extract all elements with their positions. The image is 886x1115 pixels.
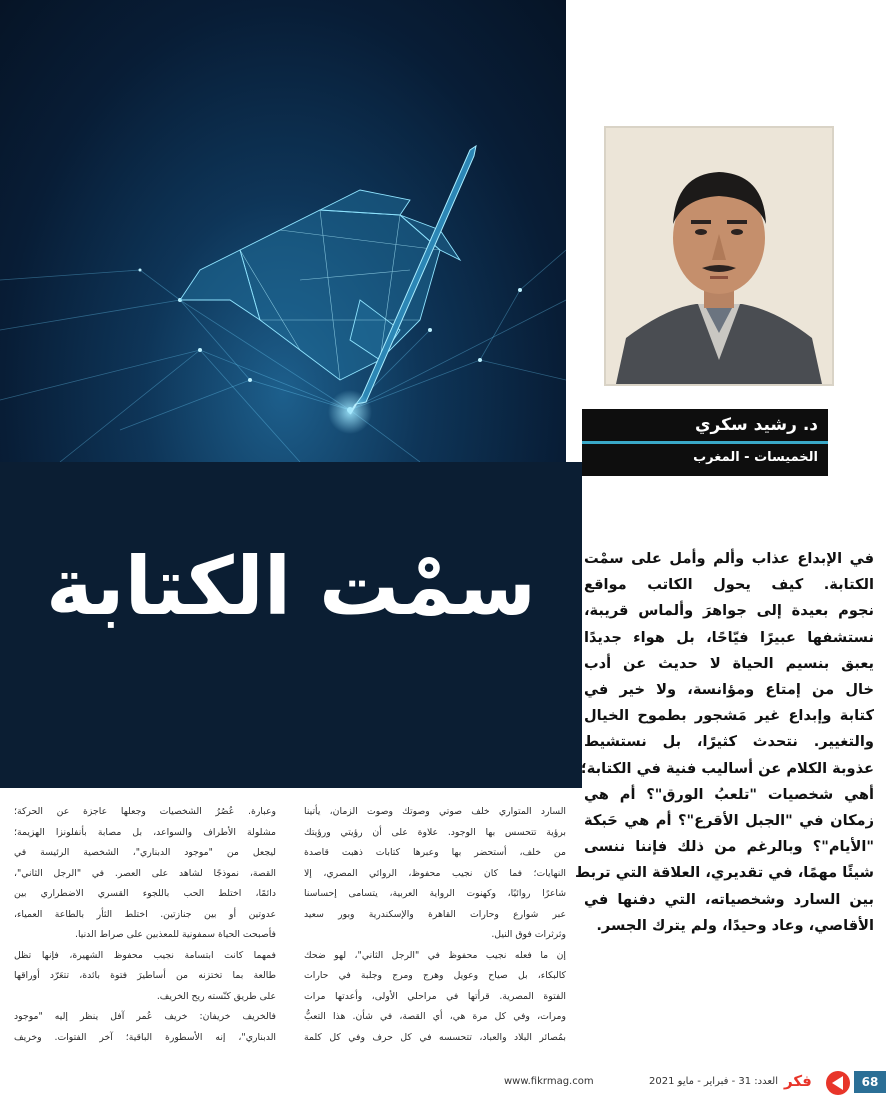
body-line: فالخريف خريفان: خريف عُمر آفل ينظر إليه "موجود (14, 1011, 276, 1022)
intro-line: نستشفها عبيرًا فيّاحًا، بل هواء جديدًا (584, 628, 874, 646)
body-line: وثرثرات فوق النيل. (491, 929, 566, 940)
intro-line: بين السارد وشخصياته، التي دفنها في (584, 890, 874, 908)
body-column-left (14, 802, 276, 1048)
intro-line: عذوبة الكلام عن أساليب فنية في الكتابة؛ (580, 759, 874, 777)
body-paragraph (14, 802, 276, 946)
body-paragraph (304, 946, 566, 1049)
body-paragraph (14, 1007, 276, 1048)
body-line: فمهما كانت ابتسامة نجيب محفوظ الشهيرة، فإنها تظل (14, 949, 276, 961)
body-line: شاعرًا روائيًا، وكهنوت الرواية العربية، يتسامى إحساسنا (304, 888, 566, 899)
intro-line: الأقاصي، وعاد وحيدًا، ولم يترك الجسر. (596, 916, 874, 934)
intro-line: أهي شخصيات "تلعبُ الورق"؟ أم هي (584, 785, 874, 803)
body-line: مشلولة الأطراف والسواعد، بل مصابة بأنفلونزا الهزيمة؛ (14, 826, 276, 838)
intro-line: كتابة وإبداع غير مَشجور بطموح الخيال (584, 707, 874, 725)
author-location: الخميسات - المغرب (693, 450, 818, 465)
author-name: د. رشيد سكري (694, 415, 818, 435)
hero-illustration (0, 0, 566, 462)
body-line: برؤية تتحسس بها الوجود. علاوة على أن رؤيتي ورؤيتك (304, 826, 566, 838)
body-line: ومرات، وفي كل مرة هي، أي القصة، في شأن. هذا التعبُّ (304, 1011, 566, 1022)
body-line: على طريق كنّسته ريح الخريف. (156, 990, 276, 1002)
intro-paragraph (575, 546, 874, 939)
body-line: كالبكاء، بل صياح وعويل وهرج ومرج وجلبة في حارات (304, 970, 566, 981)
body-line: وعبارة. عُصُرُ الشخصيات وجعلها عاجزة عن الحركة؛ (14, 806, 276, 817)
article-title: سمْت الكتابة (45, 540, 537, 633)
body-line: دائمًا، اختلط الحب باللجوء القسري الاضطراري بين (14, 888, 276, 899)
intro-line: زمكان في "الجبل الأقرع"؟ أم هي حَبكة (584, 812, 874, 830)
intro-line: "الأيام"؟ وبالرغم من ذلك فإننا ننسى (584, 838, 874, 856)
author-portrait (604, 126, 834, 386)
body-column-right (304, 802, 566, 1048)
body-line: إن ما فعله نجيب محفوظ في "الرجل الثاني"، لهو ضحك (304, 949, 566, 961)
body-line: الدبناري"، إنه الأسطورة الباقية؛ آخر الفتوات. وخريف (14, 1031, 276, 1043)
body-line: فأصبحت الحياة سمفونية للمعذبين على صراط الدنيا. (75, 929, 276, 940)
intro-line: يعبق بنسيم الحياة لا حديث عن أدب (584, 654, 874, 672)
intro-line: والتغيير. نتحدث كثيرًا، بل نستشيط (584, 733, 874, 751)
body-line: من خلف، أستحضر بها وعبرها كتابات ذهبت قاصدة (304, 847, 566, 858)
body-line: الفتوة المصرية. قرأتها في مراحلي الأولى، وأعدتها مرات (304, 990, 566, 1002)
intro-line: شيئًا مهمًا، في تقديري، العلاقة التي تربط (575, 864, 874, 882)
body-line: عدوتين أو بين جنازتين. اختلط الثأر بالطاعة العمياء، (14, 908, 276, 920)
intro-line: خال من إمتاع ومؤانسة، ولا خير في (584, 681, 874, 699)
body-line: بمُصائر البلاد والعباد، تتحسسه في كل حرف وفي كل كلمة (304, 1031, 566, 1043)
body-line: عبر شوارع وحارات القاهرة والإسكندرية وبور سعيد (304, 908, 566, 920)
body-line: ليجعل من "موجود الدبناري"، الشخصية الرئيسة في (14, 847, 276, 858)
author-divider (582, 441, 828, 444)
author-photo-illustration (606, 128, 832, 384)
magazine-name: فكر (784, 1072, 812, 1090)
body-paragraph (14, 946, 276, 1008)
digital-hand-writing-illustration (0, 0, 566, 462)
body-line: السارد المتواري خلف صوتي وصوتك وصوت الزمان، يأتينا (304, 806, 566, 817)
intro-line: نجوم بعيدة إلى جواهرَ وألماس قريبة، (584, 602, 874, 620)
body-paragraph (304, 802, 566, 946)
intro-line: في الإبداع عذاب وألم وأمل على سمْت (584, 550, 874, 567)
body-line: القصة، نموذجًا لشاهد على العصر. في "الرجل الثاني"، (14, 867, 276, 879)
magazine-logo-icon (826, 1071, 850, 1095)
intro-line: الكتابة. كيف يحول الكاتب مواقع (584, 576, 874, 594)
issue-info: العدد: 31 - فبراير - مايو 2021 (649, 1076, 778, 1087)
body-line: طالعة بما تختزنه من أساطيرَ فتوة بائدة، تتعَرّد أوراقها (14, 970, 276, 981)
body-line: النهايات؛ فما كان نجيب محفوظ، الروائي المصري، إلا (304, 867, 566, 879)
website-url[interactable]: www.fikrmag.com (504, 1076, 594, 1087)
page-number: 68 (854, 1071, 886, 1093)
